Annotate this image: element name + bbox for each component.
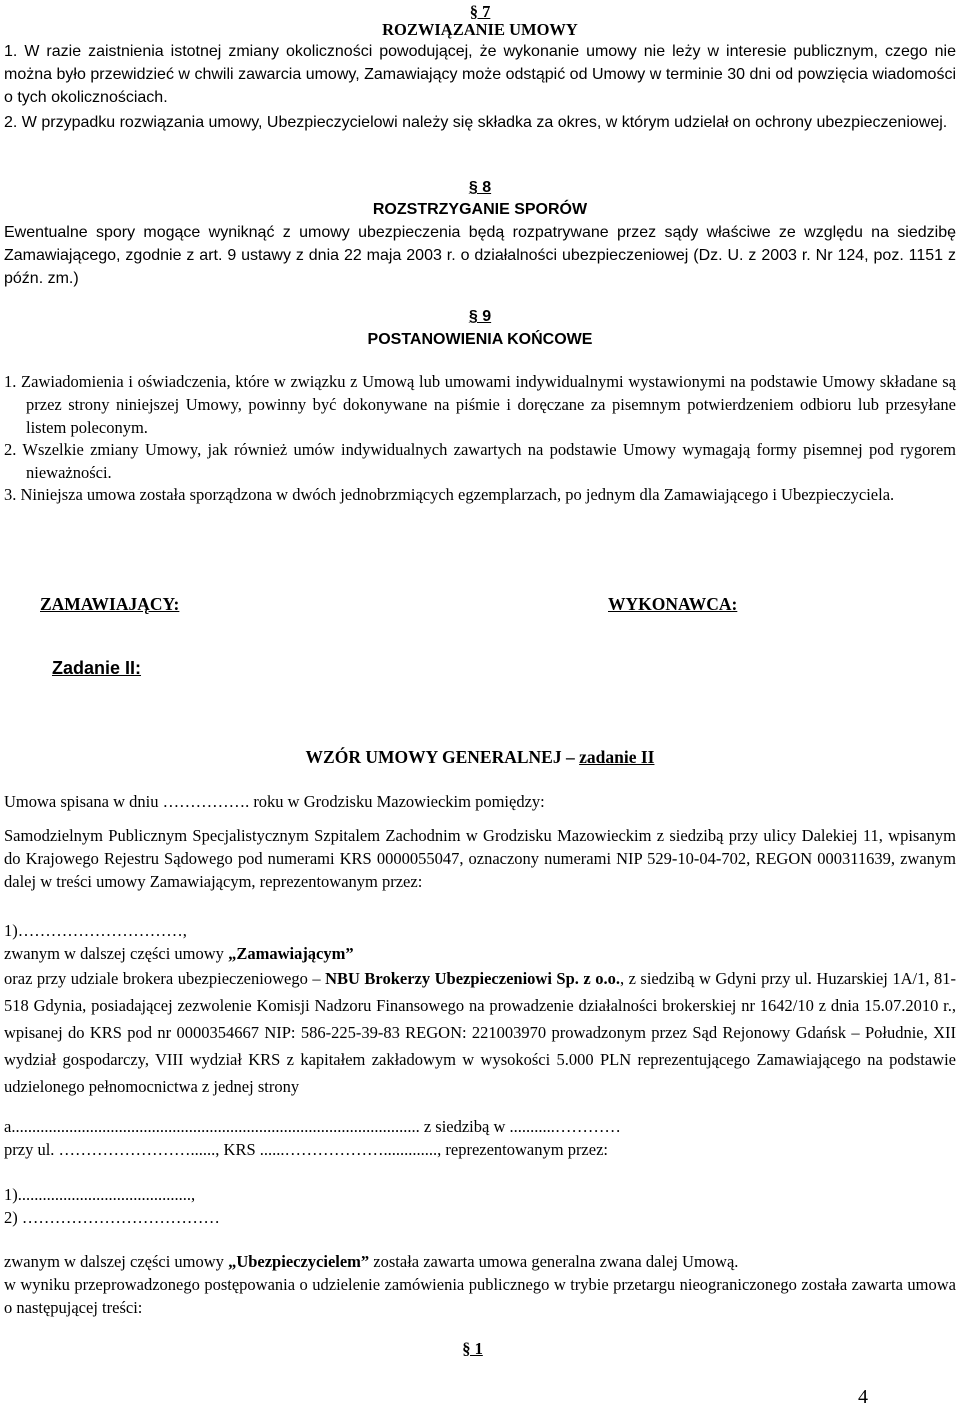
signature-zamawiajacy: ZAMAWIAJĄCY:: [40, 594, 180, 614]
section-8-paragraph-1: Ewentualne spory mogące wyniknąć z umowy ubezpieczenia będą rozpatrywane przez sądy właściwe ze względu na siedzibę Zamawiającego, zgodnie z art. 9 ustawy z dnia 22 maja 2003 r. o działalności ubezpieczeniowej (Dz. U. z 2003 r. Nr 124, poz. 1151 z późn. zm.): [4, 224, 956, 287]
zadanie-heading: Zadanie II:: [52, 658, 142, 678]
contract-street-line: przy ul. ……………………......, KRS ......………………............., reprezentowanym przez:: [4, 1140, 608, 1159]
section-9-paragraph-2: 2. Wszelkie zmiany Umowy, jak również umów indywidualnych zawartych na podstawie Umowy wymagają formy pisemnej pod rygorem nieważności.: [4, 440, 956, 482]
contract-called-zamawiajacy: zwanym w dalszej części umowy „Zamawiającym”: [4, 944, 354, 963]
contract-rep-a: 1)..........................................,: [4, 1185, 196, 1204]
contract-rep-1: 1)…………………………,: [4, 921, 187, 940]
contract-template-title: WZÓR UMOWY GENERALNEJ – zadanie II: [305, 747, 655, 767]
section-1-number: § 1: [462, 1339, 483, 1358]
page-number: 4: [858, 1386, 868, 1408]
section-9-paragraph-3: 3. Niniejsza umowa została sporządzona w dwóch jednobrzmiących egzemplarzach, po jednym dla Zamawiającego i Ubezpieczyciela.: [4, 485, 895, 504]
contract-rep-b: 2) ………………………………: [4, 1208, 220, 1227]
contract-a-line: a................................................................................................... z siedzibą w ...........…………: [4, 1117, 621, 1136]
contract-broker-paragraph: oraz przy udziale brokera ubezpieczeniowego – NBU Brokerzy Ubezpieczeniowi Sp. z o.o., z siedzibą w Gdyni przy ul. Huzarskiej 1A/1, 81-518 Gdynia, posiadającej zezwolenie Komisji Nadzoru Finansowego na prowadzenie działalności brokerskiej nr 1642/10 z dnia 15.07.2010 r., wpisanej do KRS pod nr 0000354667 NIP: 586-225-39-83 REGON: 221003970 prowadzonym przez Sąd Rejonowy Gdańsk – Południe, XII wydział gospodarczy, VIII wydział KRS z kapitałem zakładowym w wysokości 5.000 PLN reprezentującego Zamawiającego na podstawie udzielonego pełnomocnictwa z jednej strony: [4, 969, 957, 1096]
contract-intro: Umowa spisana w dniu ……………. roku w Grodzisku Mazowieckim pomiędzy:: [4, 792, 545, 811]
section-7-paragraph-1: 1. W razie zaistnienia istotnej zmiany okoliczności powodującej, że wykonanie umowy nie leży w interesie publicznym, czego nie można było przewidzieć w chwili zawarcia umowy, Zamawiający może odstąpić od Umowy w terminie 30 dni od powzięcia wiadomości o tych okolicznościach.: [4, 43, 956, 106]
section-9-number: § 9: [468, 308, 492, 325]
section-8-title: ROZSTRZYGANIE SPORÓW: [372, 201, 588, 218]
section-9-paragraph-1: 1. Zawiadomienia i oświadczenia, które w związku z Umową lub umowami indywidualnymi wystawionymi na podstawie Umowy składane są przez strony niniejszej Umowy, powinny być dokonywane na piśmie i doręczane za pisemnym potwierdzeniem odbioru lub przesyłane listem poleconym.: [4, 372, 956, 437]
section-7-title: ROZWIĄZANIE UMOWY: [382, 20, 578, 39]
section-7-paragraph-2: 2. W przypadku rozwiązania umowy, Ubezpieczycielowi należy się składka za okres, w którym udzielał on ochrony ubezpieczeniowej.: [4, 114, 948, 131]
section-7-number: § 7: [469, 2, 491, 21]
contract-hospital-party: Samodzielnym Publicznym Specjalistycznym Szpitalem Zachodnim w Grodzisku Mazowieckim z siedzibą przy ulicy Dalekiej 11, wpisanym do Krajowego Rejestru Sądowego pod numerami KRS 0000055047, oznaczony numerami NIP 529-10-04-702, REGON 000311639, zwanym dalej w treści umowy Zamawiającym, reprezentowanym przez:: [4, 826, 956, 891]
section-8-number: § 8: [468, 179, 492, 196]
signature-wykonawca: WYKONAWCA:: [608, 594, 738, 614]
section-9-title: POSTANOWIENIA KOŃCOWE: [367, 331, 593, 348]
contract-result-paragraph: w wyniku przeprowadzonego postępowania o udzielenie zamówienia publicznego w trybie przetargu nieograniczonego została zawarta umowa o następującej treści:: [4, 1275, 956, 1317]
contract-called-ubezpieczyciel: zwanym w dalszej części umowy „Ubezpieczycielem” została zawarta umowa generalna zwana dalej Umową.: [4, 1252, 739, 1271]
